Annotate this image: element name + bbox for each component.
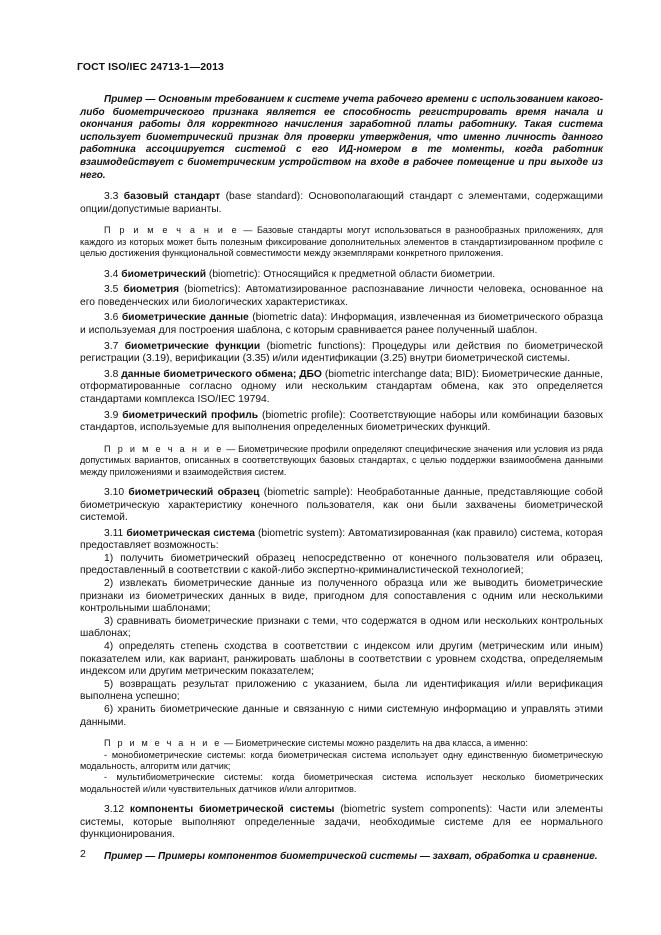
note-paragraph: П р и м е ч а н и е — Базовые стандарты могут использоваться в разнообразных приложениях, для каждого из которых может быть полезным фиксирование дополнительных элементов в стандартизированном профиле с целью достижения функциональной совместимости между экземплярами конкретного приложения.	[80, 225, 603, 259]
document-header: ГОСТ ISO/IEC 24713-1—2013	[77, 61, 224, 73]
term-3-10: 3.10 биометрический образец (biometric sample): Необработанные данные, представляющие собой биометрическую характеристику конечного пользователя, как они были захвачены биометрической системой.	[80, 486, 603, 524]
note-paragraph: П р и м е ч а н и е — Биометрические системы можно разделить на два класса, а именно:	[104, 738, 528, 749]
list-item: 6) хранить биометрические данные и связанную с ними системную информацию и управлять этими данными.	[80, 704, 603, 728]
note-list-item: - монобиометрические системы: когда биометрическая система использует одну единственную биометрическую модальность, алгоритм или датчик;	[80, 749, 603, 771]
list-item: 3) сравнивать биометрические признаки с теми, что содержатся в одном или нескольких контрольных шаблонах;	[80, 615, 603, 640]
term-3-11: 3.11 биометрическая система (biometric system): Автоматизированная (как правило) система, которая предоставляет возможность:	[80, 527, 603, 552]
term-3-12: 3.12 компоненты биометрической системы (biometric system components): Части или элементы системы, которые выполняют определенные задачи, необходимые системе для ее нормального функционирования.	[80, 804, 603, 841]
term-3-4: 3.4 биометрический (biometric): Относящийся к предметной области биометрии.	[104, 268, 496, 280]
example-paragraph: Пример — Примеры компонентов биометрической системы — захват, обработка и сравнение.	[104, 851, 598, 862]
term-3-5: 3.5 биометрия (biometrics): Автоматизированное распознавание личности человека, основанное на его поведенческих или биологических характеристиках.	[80, 284, 603, 308]
page-number: 2	[80, 848, 86, 860]
term-3-8: 3.8 данные биометрического обмена; ДБО (biometric interchange data; BID): Биометрические данные, отформатированные согласно одному или нескольким стандартам обмена, как это определяется стандартами комплекса ISO/IEC 19794.	[80, 368, 603, 405]
list-item: 2) извлекать биометрические данные из полученного образца или же выводить биометрические признаки из биометрических данных в виде, пригодном для сопоставления с одним или несколькими контрольными шаблонами;	[80, 578, 603, 615]
list-item: 4) определять степень сходства в соответствии с индексом или другим (метрическим или иным) показателем или, как вариант, ранжировать шаблоны в соответствии с уровнем сходства, определяемым индексом или другим метрическим показателем;	[80, 641, 603, 678]
note-list-item: - мультибиометрические системы: когда биометрическая система использует несколько биометрических модальностей и/или чувствительных датчиков и/или алгоритмов.	[80, 772, 603, 794]
example-paragraph: Пример — Основным требованием к системе учета рабочего времени с использованием какого-либо биометрического признака является ее способность регистрировать время начала и окончания работы для корректного начисления заработной платы работнику. Такая система использует биометрический признак для проверки утверждения, что именно личность данного работника ассоциируется системой с его ИД-номером в те моменты, когда работник взаимодействует с биометрическим устройством на входе в рабочее помещение и при выходе из него.	[80, 94, 603, 181]
term-3-9: 3.9 биометрический профиль (biometric profile): Соответствующие наборы или комбинации базовых стандартов, используемые для выполнения определенных биометрических функций.	[80, 409, 603, 434]
list-item: 5) возвращать результат приложению с указанием, была ли идентификация и/или верификация выполнена успешно;	[80, 678, 603, 703]
term-3-3: 3.3 базовый стандарт (base standard): Основополагающий стандарт с элементами, содержащими опции/допустимые варианты.	[80, 191, 603, 215]
list-item: 1) получить биометрический образец непосредственно от конечного пользователя или образец, предоставленный в соответствии с какой-либо экспертно-криминалистической технологией;	[80, 552, 603, 577]
document-body	[80, 94, 603, 864]
term-3-7: 3.7 биометрические функции (biometric functions): Процедуры или действия по биометрической регистрации (3.19), верификации (3.35) и/или идентификации (3.25) внутри биометрической системы.	[80, 340, 603, 365]
note-paragraph: П р и м е ч а н и е — Биометрические профили определяют специфические значения или условия из ряда допустимых вариантов, описанных в соответствующих базовых стандартах, с целью поддержки взаимообмена данными между приложениями и взаимодействия систем.	[80, 443, 603, 477]
term-3-6: 3.6 биометрические данные (biometric data): Информация, извлеченная из биометрического образца и используемая для построения шаблона, с которым сравнивается ранее полученный шаблон.	[80, 312, 603, 336]
